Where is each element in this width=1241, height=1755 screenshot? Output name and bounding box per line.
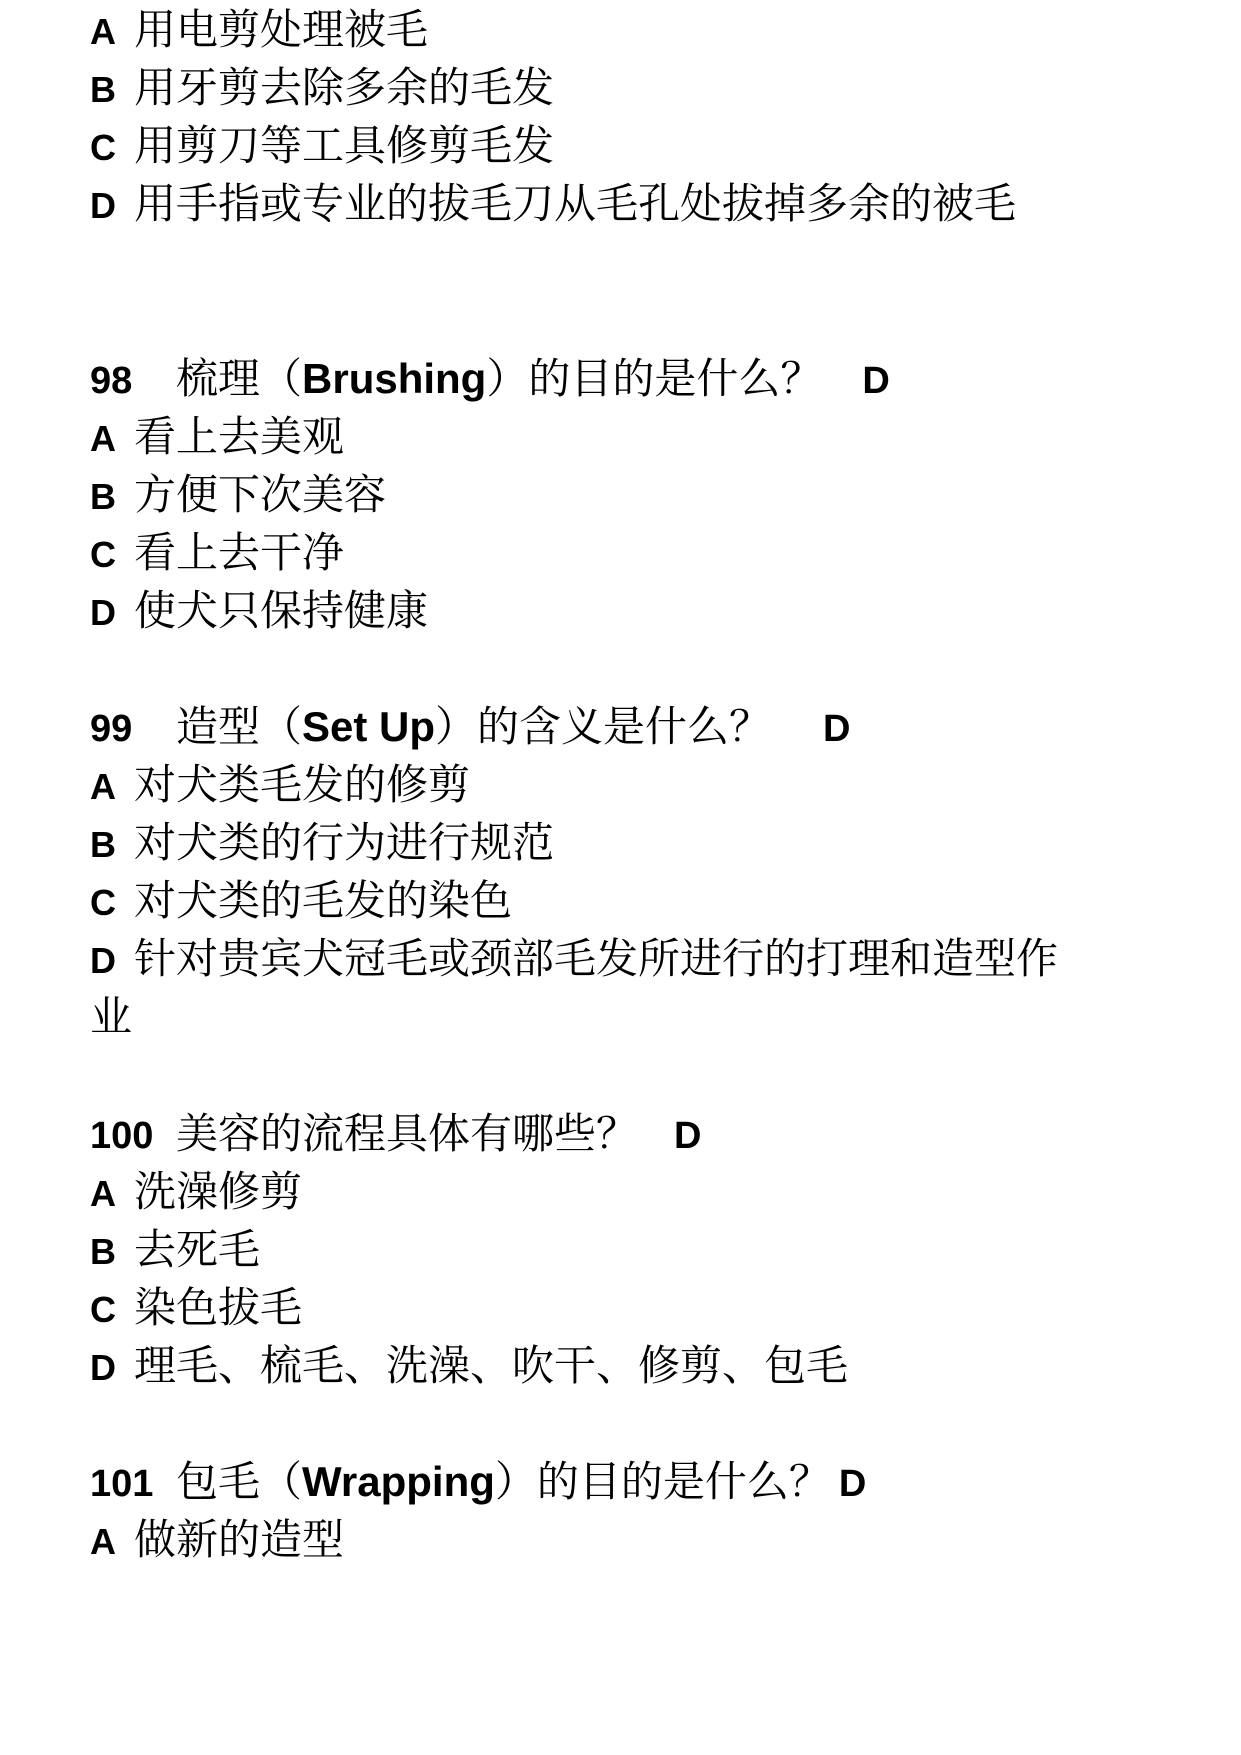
- option-text: 对犬类毛发的修剪: [134, 760, 471, 809]
- option-text: 使犬只保持健康: [134, 586, 429, 635]
- question-text-post: ）的含义是什么？: [435, 702, 772, 751]
- option-b-line: [90, 813, 554, 873]
- question-98: [90, 349, 890, 409]
- option-a-line: [90, 407, 344, 467]
- question-number: 101: [90, 1463, 154, 1505]
- option-b-line: [90, 1220, 260, 1280]
- option-letter: B: [90, 476, 116, 517]
- option-letter: B: [90, 69, 116, 110]
- option-c-line: [90, 871, 512, 931]
- option-text: 理毛、梳毛、洗澡、吹干、修剪、包毛: [134, 1341, 849, 1390]
- option-a-line: [90, 1510, 344, 1570]
- question-text-post: ）的目的是什么？: [486, 354, 823, 403]
- option-text: 针对贵宾犬冠毛或颈部毛发所进行的打理和造型作: [134, 934, 1059, 983]
- question-number: 100: [90, 1115, 154, 1157]
- option-c-line: [90, 523, 344, 583]
- option-c-line: [90, 1278, 302, 1338]
- question-term: Brushing: [302, 355, 487, 402]
- question-text-post: ）的目的是什么？: [494, 1457, 831, 1506]
- question-100: [90, 1104, 701, 1164]
- option-letter: A: [90, 418, 116, 459]
- option-a-line: [90, 755, 470, 815]
- option-letter: C: [90, 127, 116, 168]
- question-text-pre: 造型（: [176, 702, 303, 751]
- option-text: 用手指或专业的拔毛刀从毛孔处拔掉多余的被毛: [134, 179, 1017, 228]
- question-text-pre: 包毛（: [176, 1457, 303, 1506]
- option-b-line: [90, 58, 554, 118]
- option-c-line: [90, 116, 554, 176]
- answer-key: D: [674, 1115, 702, 1157]
- question-term: Set Up: [302, 703, 436, 750]
- question-text-pre: 梳理（: [176, 354, 303, 403]
- option-letter: C: [90, 534, 116, 575]
- option-text: 对犬类的毛发的染色: [134, 876, 513, 925]
- option-text: 看上去干净: [134, 528, 345, 577]
- option-letter: D: [90, 940, 116, 981]
- option-text: 用剪刀等工具修剪毛发: [134, 121, 555, 170]
- option-d-line: [90, 581, 428, 641]
- option-text: 染色拔毛: [134, 1283, 303, 1332]
- option-letter: D: [90, 185, 116, 226]
- option-letter: B: [90, 1231, 116, 1272]
- option-text: 做新的造型: [134, 1515, 345, 1564]
- question-number: 99: [90, 708, 133, 750]
- question-term: Wrapping: [302, 1458, 495, 1505]
- option-text: 方便下次美容: [134, 470, 387, 519]
- option-letter: C: [90, 882, 116, 923]
- option-text: 用电剪处理被毛: [134, 5, 429, 54]
- option-a-line: [90, 1162, 302, 1222]
- option-a-line: [90, 0, 428, 60]
- answer-key: D: [862, 360, 890, 402]
- option-letter: D: [90, 1347, 116, 1388]
- answer-key: D: [823, 708, 851, 750]
- option-letter: B: [90, 824, 116, 865]
- option-text: 洗澡修剪: [134, 1167, 303, 1216]
- answer-key: D: [838, 1463, 867, 1505]
- option-text: 用牙剪去除多余的毛发: [134, 63, 555, 112]
- option-text: 看上去美观: [134, 412, 345, 461]
- question-99: [90, 697, 851, 757]
- option-d-line: [90, 1336, 848, 1396]
- option-letter: A: [90, 1173, 116, 1214]
- question-text: 美容的流程具体有哪些？: [176, 1109, 639, 1158]
- option-letter: A: [90, 11, 116, 52]
- option-text: 去死毛: [134, 1225, 261, 1274]
- option-letter: D: [90, 592, 116, 633]
- question-number: 98: [90, 360, 133, 402]
- option-text: 对犬类的行为进行规范: [134, 818, 555, 867]
- option-d-continuation: [90, 987, 132, 1047]
- question-101: [90, 1452, 866, 1512]
- option-d-line: [90, 174, 1016, 234]
- option-letter: A: [90, 766, 116, 807]
- option-b-line: [90, 465, 386, 525]
- option-d-line: [90, 929, 1058, 989]
- option-letter: C: [90, 1289, 116, 1330]
- option-letter: A: [90, 1521, 116, 1562]
- option-text: 业: [90, 992, 133, 1041]
